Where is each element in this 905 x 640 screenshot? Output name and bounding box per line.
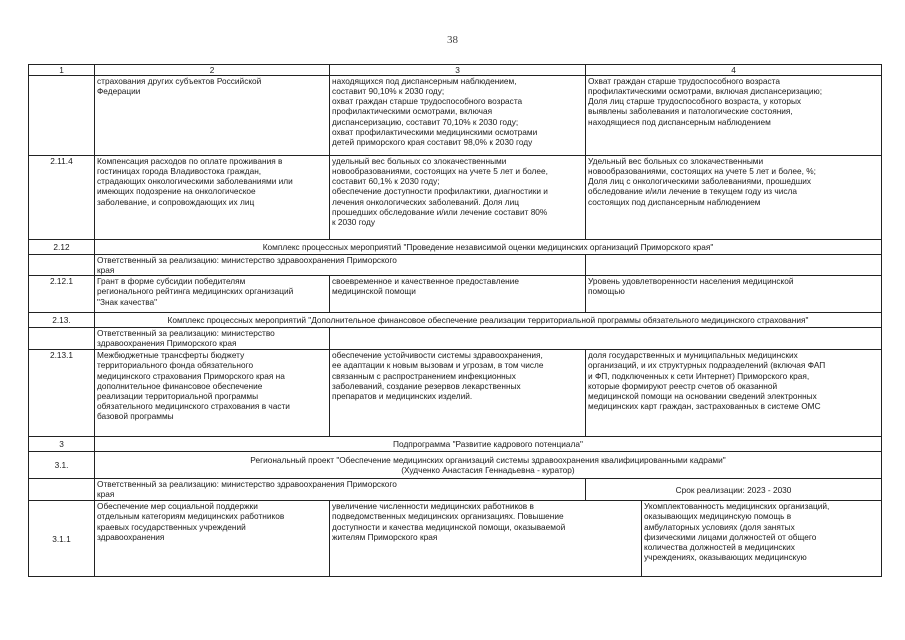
page-number: 38 xyxy=(447,34,458,46)
section-row xyxy=(29,313,882,328)
section-title: Комплекс процессных мероприятий "Проведение независимой оценки медицинских организаций Приморского края" xyxy=(95,240,882,255)
responsible-row xyxy=(29,255,882,276)
result-cell: обеспечение устойчивости системы здравоохранения, ее адаптации к новым вызовам и угрозам, в том числе связанным с распространением инфекционных заболеваний, создание резервов лекарственных препаратов и медицинских изделий. xyxy=(330,350,586,437)
responsible-cell: Ответственный за реализацию: министерство здравоохранения Приморского края xyxy=(95,255,586,276)
term-cell: Срок реализации: 2023 - 2030 xyxy=(586,479,882,501)
column-header-row xyxy=(29,65,882,76)
indicator-cell: доля государственных и муниципальных медицинских организаций, и их структурных подразделений (включая ФАП и ФП, подключенных к сети Интернет) Приморского края, которые формируют реестр счетов об оказанной медицинской помощи на основании сведений электронных медицинских карт граждан, застрахованных в системе ОМС xyxy=(586,350,882,437)
activity-cell: Обеспечение мер социальной поддержки отдельным категориям медицинских работников краевых государственных учреждений здравоохранения xyxy=(95,501,330,577)
indicator-cell: Уровень удовлетворенности населения медицинской помощью xyxy=(586,276,882,313)
section-row xyxy=(29,437,882,452)
activity-cell: Грант в форме субсидии победителям регионального рейтинга медицинских организаций "Знак качества" xyxy=(95,276,330,313)
row-number-cell: 2.12.1 xyxy=(29,276,95,313)
row-number-cell: 3 xyxy=(29,437,95,452)
table-row xyxy=(29,350,882,437)
program-table xyxy=(28,64,882,577)
row-number-cell: 3.1.1 xyxy=(29,501,95,577)
table-row xyxy=(29,501,882,577)
section-title: Комплекс процессных мероприятий "Дополнительное финансовое обеспечение реализации территориальной программы обязательного медицинского страхования" xyxy=(95,313,882,328)
row-number-cell: 2.13.1 xyxy=(29,350,95,437)
responsible-cell: Ответственный за реализацию: министерство здравоохранения Приморского края xyxy=(95,479,586,501)
row-number-cell xyxy=(29,76,95,156)
indicator-cell: Охват граждан старше трудоспособного возраста профилактическими осмотрами, включая диспансеризацию; Доля лиц старше трудоспособного возраста, у которых выявлены заболевания и патологические состояния, находящиеся под диспансерным наблюдением xyxy=(586,76,882,156)
column-header-1: 1 xyxy=(29,65,95,76)
column-header-3: 3 xyxy=(330,65,586,76)
table-row xyxy=(29,276,882,313)
indicator-cell: Укомплектованность медицинских организаций, оказывающих медицинскую помощь в амбулаторных условиях (доля занятых физическими лицами должностей от общего количества должностей в медицинских учреждениях, оказывающих медицинскую xyxy=(644,501,830,562)
section-title: Региональный проект "Обеспечение медицинских организаций системы здравоохранения квалифицированными кадрами" (Худченко Анастасия Геннадьевна - куратор) xyxy=(95,452,882,479)
activity-cell: Компенсация расходов по оплате проживания в гостиницах города Владивостока граждан, страдающих онкологическими заболеваниями или имеющих подозрение на онкологическое заболевание, и сопровождающих их лиц xyxy=(95,156,330,240)
result-cell: своевременное и качественное предоставление медицинской помощи xyxy=(330,276,586,313)
responsible-row xyxy=(29,479,882,501)
row-number-cell: 2.11.4 xyxy=(29,156,95,240)
row-number-cell: 3.1. xyxy=(29,452,95,479)
activity-cell: Межбюджетные трансферты бюджету территориального фонда обязательного медицинского страхования Приморского края на дополнительное финансовое обеспечение реализации территориальной программы обязательного медицинского страхования в части базовой программы xyxy=(95,350,330,437)
responsible-cell: Ответственный за реализацию: министерство здравоохранения Приморского края xyxy=(95,328,330,350)
responsible-row xyxy=(29,328,882,350)
section-title: Подпрограмма "Развитие кадрового потенциала" xyxy=(95,437,882,452)
indicator-cell: Удельный вес больных со злокачественными новообразованиями, состоящих на учете 5 лет и более, %; Доля лиц с онкологическими заболеваниями, прошедших обследование и/или лечение в текущем году из числа состоящих под диспансерным наблюдением xyxy=(586,156,882,240)
column-header-2: 2 xyxy=(95,65,330,76)
row-number-cell: 2.12 xyxy=(29,240,95,255)
result-cell: удельный вес больных со злокачественными новообразованиями, состоящих на учете 5 лет и более, составит 60,1% к 2030 году; обеспечение доступности профилактики, диагностики и лечения онкологических заболеваний. Доля лиц прошедших обследование и/или лечение составит 80% к 2030 году xyxy=(330,156,586,240)
table-row xyxy=(29,76,882,156)
column-header-4: 4 xyxy=(586,65,882,76)
table-row xyxy=(29,156,882,240)
result-cell: находящихся под диспансерным наблюдением, составит 90,10% к 2030 году; охват граждан старше трудоспособного возраста профилактическими осмотрами, включая диспансеризацию, составит 70,10% к 2030 году; охват профилактическими медицинскими осмотрами детей приморского края составит 98,0% к 2030 году xyxy=(330,76,586,156)
row-number-cell: 2.13. xyxy=(29,313,95,328)
section-row xyxy=(29,240,882,255)
activity-cell: страхования других субъектов Российской Федерации xyxy=(95,76,330,156)
section-row xyxy=(29,452,882,479)
result-cell: увеличение численности медицинских работников в подведомственных медицинских организациях. Повышение доступности и качества медицинской помощи, оказываемой жителям Приморского края xyxy=(330,501,642,576)
